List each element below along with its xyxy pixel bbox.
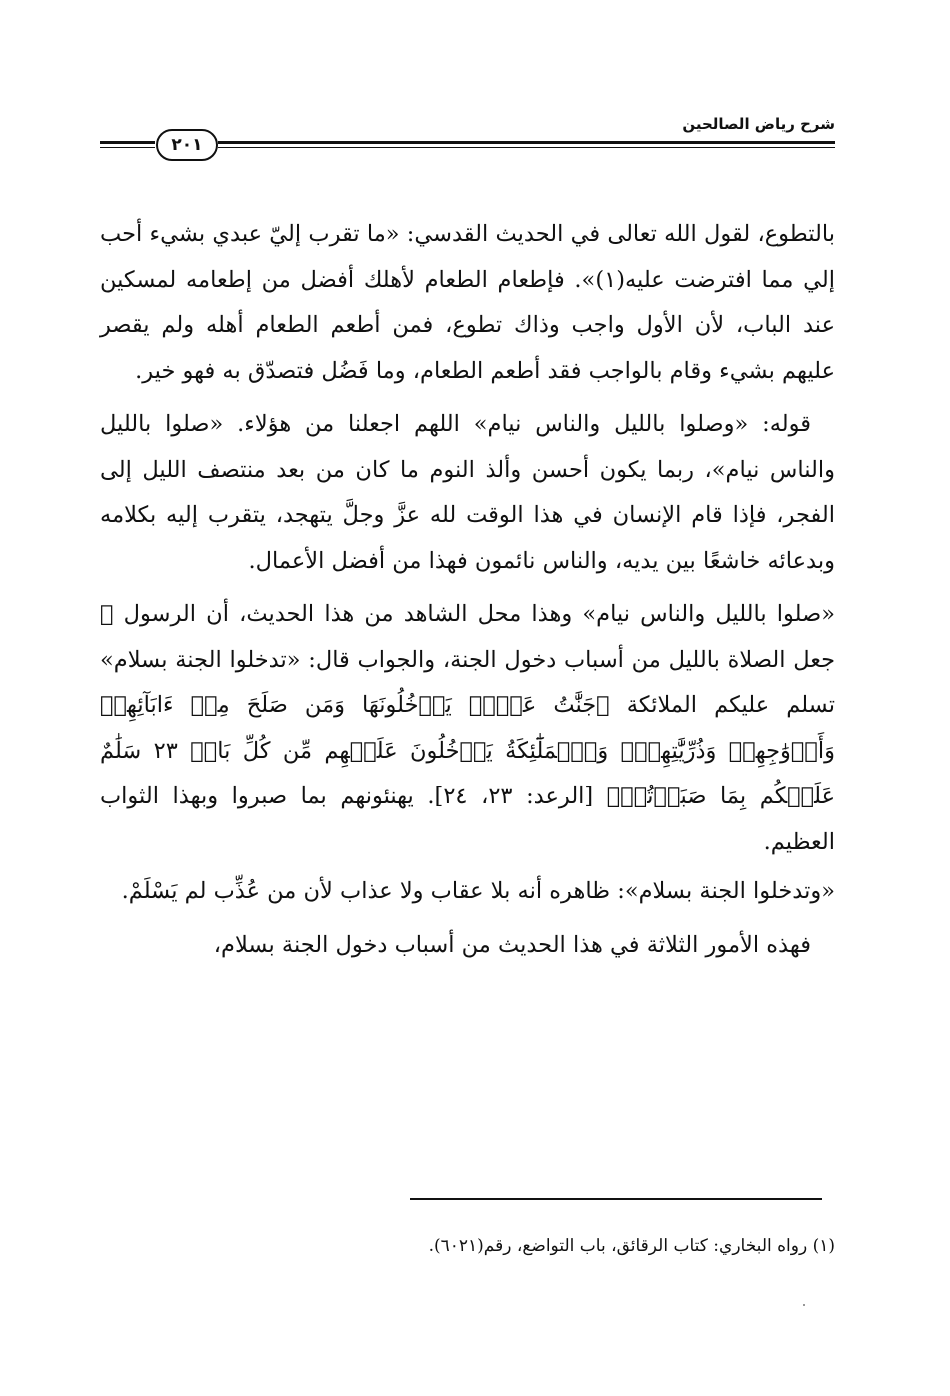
paragraph: فهذه الأمور الثلاثة في هذا الحديث من أسباب دخول الجنة بسلام، (213, 931, 811, 958)
header-rule-right (218, 141, 835, 144)
scan-speck (803, 1304, 805, 1306)
header-rule-left (100, 141, 155, 144)
running-header (100, 112, 835, 160)
book-title: شرح رياض الصالحين (682, 115, 835, 133)
paragraph: «وتدخلوا الجنة بسلام»: ظاهره أنه بلا عقاب ولا عذاب لأن من عُذِّب لم يَسْلَمْ. (121, 878, 835, 904)
footnote-separator (410, 1198, 822, 1200)
header-rule-right-thin (218, 147, 835, 148)
paragraph: «صلوا بالليل والناس نيام» وهذا محل الشاهد من هذا الحديث، أن الرسول ﷺ جعل الصلاة بالليل من أسباب دخول الجنة، والجواب قال: «تدخلوا الجنة بسلام» تسلم عليكم الملائكة ﴿جَنَّٰتُ عَدۡنٖ يَدۡخُلُونَهَا وَمَن صَلَحَ مِنۡ ءَابَآئِهِمۡ وَأَزۡوَٰجِهِمۡ وَذُرِّيَّٰتِهِمۡۖ وَٱلۡمَلَٰٓئِكَةُ يَدۡخُلُونَ عَلَيۡهِم مِّن كُلِّ بَابٖ ٢٣ سَلَٰمٌ عَلَيۡكُم بِمَا صَبَرۡتُمۡ﴾ [الرعد: ٢٣، ٢٤]. يهنئونهم بما صبروا وبهذا الثواب العظيم. (100, 601, 836, 855)
main-text (100, 212, 835, 976)
header-rule-left-thin (100, 147, 155, 148)
footnote: (١) رواه البخاري: كتاب الرقائق، باب التواضع، رقم(٦٠٢١). (428, 1236, 835, 1256)
paragraph: قوله: «وصلوا بالليل والناس نيام» اللهم اجعلنا من هؤلاء. «صلوا بالليل والناس نيام»، ربما يكون أحسن وألذ النوم ما كان من بعد منتصف الليل إلى الفجر، فإذا قام الإنسان في هذا الوقت لله عزَّ وجلَّ يتهجد، يتقرب إليه بكلامه وبدعائه خاشعًا بين يديه، والناس نائمون فهذا من أفضل الأعمال. (100, 411, 835, 574)
page-number: ٢٠١ (156, 129, 218, 161)
paragraph: بالتطوع، لقول الله تعالى في الحديث القدسي: «ما تقرب إليّ عبدي بشيء أحب إلي مما افترضت عليه(١)». فإطعام الطعام لأهلك أفضل من إطعامه لمسكين عند الباب، لأن الأول واجب وذاك تطوع، فمن أطعم الطعام أهله ولم يقصر عليهم بشيء وقام بالواجب فقد أطعم الطعام، وما فَضُل فتصدّق به فهو خير. (100, 221, 836, 384)
